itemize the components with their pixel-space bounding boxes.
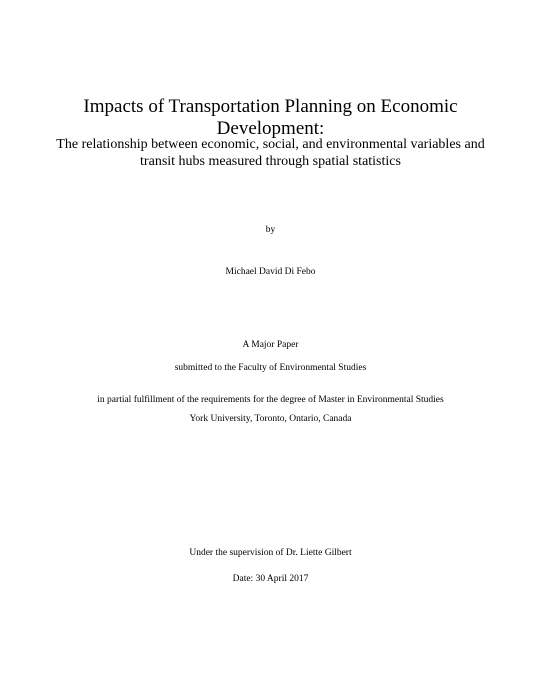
subtitle-line-1: The relationship between economic, social, and environmental variables and <box>56 137 485 152</box>
title-line-2: Development: <box>216 118 325 139</box>
degree-fulfillment: in partial fulfillment of the requirements for the degree of Master in Environmental Studies <box>97 395 444 405</box>
paper-type: A Major Paper <box>242 340 299 350</box>
by-label: by <box>265 225 276 235</box>
title-line-1: Impacts of Transportation Planning on Economic <box>83 96 458 117</box>
submission-date: Date: 30 April 2017 <box>232 574 309 584</box>
supervisor: Under the supervision of Dr. Liette Gilbert <box>189 548 352 558</box>
author-name: Michael David Di Febo <box>225 267 316 277</box>
subtitle-line-2: transit hubs measured through spatial statistics <box>140 154 401 169</box>
submitted-to: submitted to the Faculty of Environmental Studies <box>174 363 367 373</box>
institution: York University, Toronto, Ontario, Canada <box>189 414 352 424</box>
